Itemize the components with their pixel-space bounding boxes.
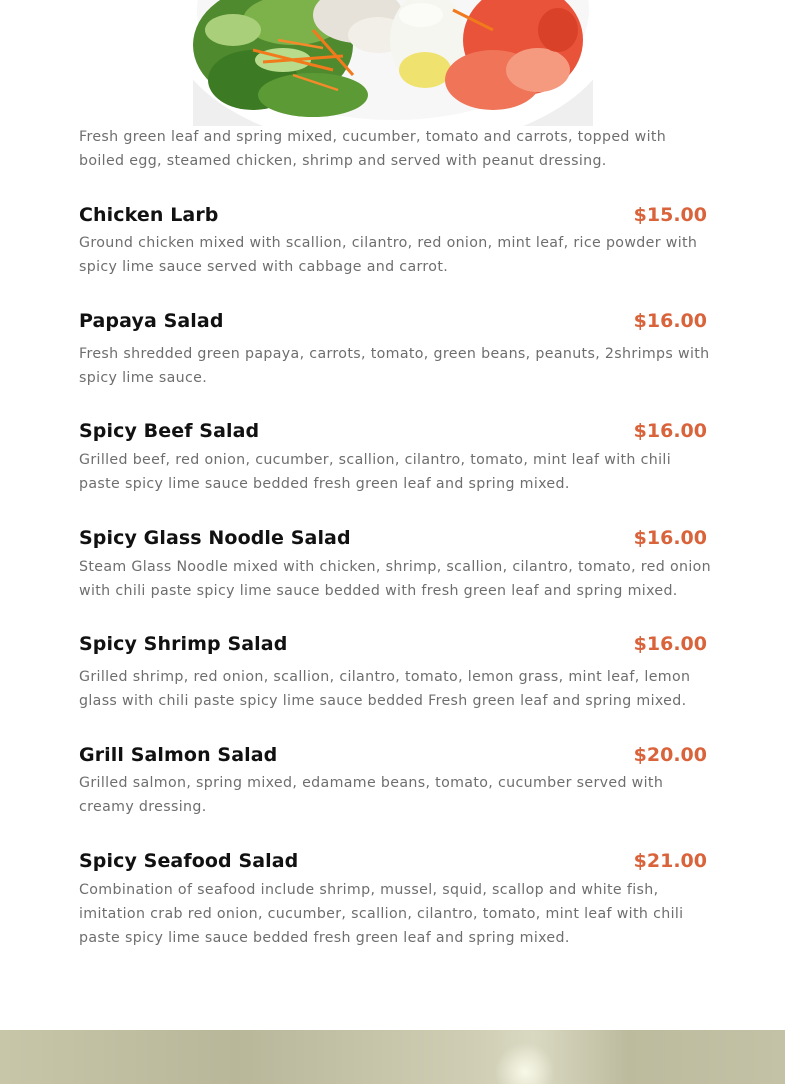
item-name: Chicken Larb [79, 204, 219, 226]
item-name: Spicy Seafood Salad [79, 850, 299, 872]
item-price: $16.00 [633, 527, 707, 549]
item-description: Grilled beef, red onion, cucumber, scallion, cilantro, tomato, mint leaf with chili paste spicy lime sauce bedded fresh green leaf and spring mixed. [79, 452, 671, 492]
item-price: $16.00 [633, 420, 707, 442]
footer-background-image [0, 1030, 785, 1084]
item-description: Steam Glass Noodle mixed with chicken, shrimp, scallion, cilantro, tomato, red onion with chili paste spicy lime sauce bedded with fresh green leaf and spring mixed. [79, 559, 711, 599]
item-price: $16.00 [633, 310, 707, 332]
item-price: $21.00 [633, 850, 707, 872]
item-description: Grilled shrimp, red onion, scallion, cilantro, tomato, lemon grass, mint leaf, lemon glass with chili paste spicy lime sauce bedded Fresh green leaf and spring mixed. [79, 669, 691, 709]
featured-item-description: Fresh green leaf and spring mixed, cucumber, tomato and carrots, topped with boiled egg, steamed chicken, shrimp and served with peanut dressing. [79, 129, 667, 169]
item-name: Spicy Glass Noodle Salad [79, 527, 351, 549]
item-price: $16.00 [633, 633, 707, 655]
item-price: $15.00 [633, 204, 707, 226]
item-description: Combination of seafood include shrimp, mussel, squid, scallop and white fish, imitation crab red onion, cucumber, scallion, cilantro, tomato, mint leaf with chili paste spicy lime sauce bedded fresh green leaf and spring mixed. [79, 882, 684, 946]
item-description: Ground chicken mixed with scallion, cilantro, red onion, mint leaf, rice powder with spicy lime sauce served with cabbage and carrot. [79, 235, 698, 275]
item-description: Grilled salmon, spring mixed, edamame beans, tomato, cucumber served with creamy dressing. [79, 775, 664, 815]
light-glow-decoration [495, 1042, 555, 1084]
item-name: Grill Salmon Salad [79, 744, 278, 766]
salad-photo [193, 0, 593, 126]
item-description: Fresh shredded green papaya, carrots, tomato, green beans, peanuts, 2shrimps with spicy lime sauce. [79, 346, 710, 386]
item-name: Spicy Shrimp Salad [79, 633, 288, 655]
item-name: Papaya Salad [79, 310, 224, 332]
item-price: $20.00 [633, 744, 707, 766]
item-name: Spicy Beef Salad [79, 420, 260, 442]
